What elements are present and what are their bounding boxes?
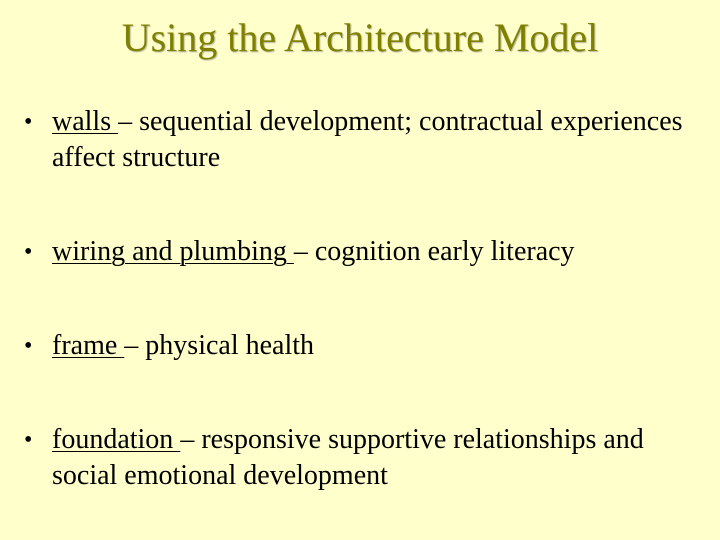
bullet-description: – responsive supportive relationships and social emotional development <box>52 424 644 491</box>
bullet-description: – sequential development; contractual experiences affect structure <box>52 106 683 173</box>
bullet-description: – physical health <box>124 330 315 361</box>
bullet-term: frame <box>52 330 125 361</box>
bullet-item-walls <box>24 104 704 176</box>
bullet-item-foundation <box>24 422 704 494</box>
bullet-term: walls <box>52 106 119 137</box>
bullet-list <box>24 104 704 494</box>
bullet-description: – cognition early literacy <box>293 236 575 267</box>
slide-title: Using the Architecture Model <box>121 15 599 60</box>
bullet-term: wiring and plumbing <box>52 236 294 267</box>
bullet-icon: • <box>24 239 33 265</box>
bullet-icon: • <box>24 333 33 359</box>
bullet-icon: • <box>24 109 33 135</box>
bullet-item-wiring <box>24 234 704 270</box>
bullet-term: foundation <box>52 424 181 455</box>
bullet-item-frame <box>24 328 704 364</box>
bullet-icon: • <box>24 427 33 453</box>
